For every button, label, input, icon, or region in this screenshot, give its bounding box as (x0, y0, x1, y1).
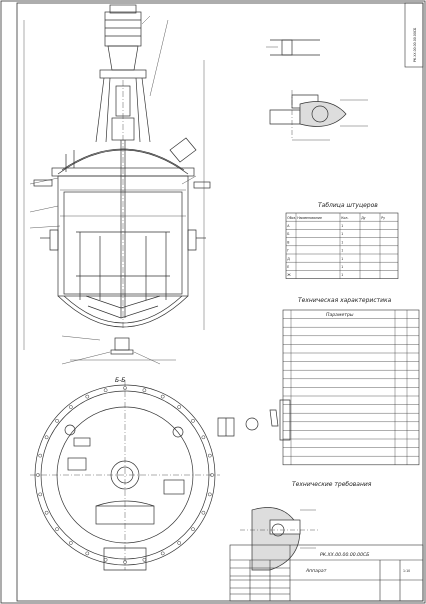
tech-specs-title: Техническая характеристика (298, 297, 392, 304)
nozzle-table-cell: Д (287, 256, 290, 261)
tech-req-title: Технические требования (292, 481, 372, 488)
nozzle-table-header-cell: Наименование (297, 215, 322, 220)
nozzle-table-cell: 1 (341, 273, 344, 278)
nozzle-table-cell: 1 (341, 224, 344, 228)
tech-specs-header: Параметры (326, 313, 354, 318)
section-b-label: Б-Б (115, 377, 126, 384)
title-drawing-number: РК.ХХ.00.00.00.00СБ (320, 553, 370, 558)
nozzle-table-cell: 1 (341, 232, 344, 237)
nozzle-table-header-cell: Обоз. (287, 215, 297, 220)
nozzle-table-cell: 1 (341, 248, 344, 253)
title-scale: 1:10 (403, 569, 411, 573)
nozzle-table-header-cell: Кол. (341, 215, 349, 220)
nozzle-table-cell: Б (287, 232, 290, 237)
title-drawing-name: Аппарат (306, 569, 327, 574)
nozzle-table-cell: 1 (341, 256, 344, 261)
nozzle-table-title: Таблица штуцеров (318, 202, 378, 209)
nozzle-table-header-cell: Ду (361, 215, 366, 220)
nozzle-table-cell: А (287, 224, 290, 228)
corner-drawing-number: РК.ХХ.00.00.00.00СБ (413, 27, 417, 62)
nozzle-table-cell: 1 (341, 240, 344, 245)
nozzle-table-cell: 1 (341, 265, 344, 269)
nozzle-table-cell: Ж (287, 273, 291, 278)
nozzle-table-cell: Г (287, 248, 290, 253)
nozzle-table-cell: Е (287, 265, 290, 269)
nozzle-table-cell: В (287, 240, 290, 245)
motor-body (105, 12, 141, 46)
nozzle-table-header-cell: Ру (381, 215, 386, 220)
